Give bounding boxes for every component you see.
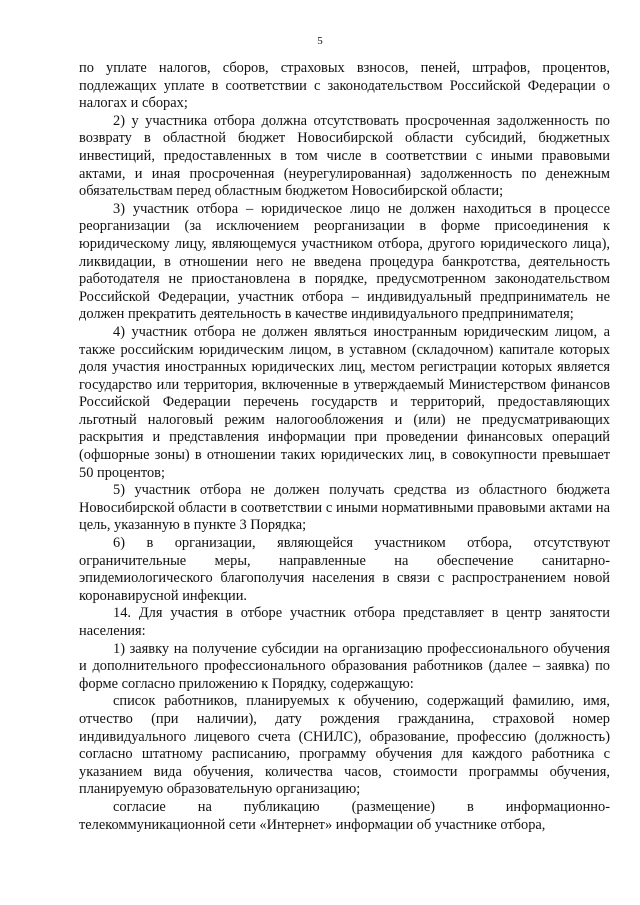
paragraph-item-2-budget-debt: 2) у участника отбора должна отсутствовать просроченная задолженность по возврату в областной бюджет Новосибирской области субсидий, бюджетных инвестиций, предоставленных в том числе в соответствии с иными правовыми актами, и иная просроченная (неурегулированная) задолженность по денежным обязательствам перед областным бюджетом Новосибирской области; [79,112,610,200]
document-body [79,60,610,834]
page-number: 5 [317,35,323,47]
paragraph-item-5-other-funds: 5) участник отбора не должен получать средства из областного бюджета Новосибирской области в соответствии с иными нормативными правовыми актами на цель, указанную в пункте 3 Порядка; [79,482,610,534]
paragraph-item-6-restrictions: 6) в организации, являющейся участником отбора, отсутствуют ограничительные меры, направленные на обеспечение санитарно-эпидемиологического благополучия населения в связи с распространением новой коронавирусной инфекции. [79,535,610,604]
paragraph-item-4-foreign-entity: 4) участник отбора не должен являться иностранным юридическим лицом, а также российским юридическим лицом, в уставном (складочном) капитале которых доля участия иностранных юридических лиц, местом регистрации которых является государство или территория, включенные в утверждаемый Министерством финансов Российской Федерации перечень государств и территорий, предоставляющих льготный налоговый режим налогообложения и (или) не предусматривающих раскрытия и представления информации при проведении финансовых операций (офшорные зоны) в отношении таких юридических лиц, в совокупности превышает 50 процентов; [79,323,610,481]
paragraph-item-3-reorganization: 3) участник отбора – юридическое лицо не должен находиться в процессе реорганизации (за исключением реорганизации в форме присоединения к юридическому лицу, являющемуся участником отбора, другого юридического лица), ликвидации, в отношении него не введена процедура банкротства, деятельность работодателя не приостановлена в порядке, предусмотренном законодательством Российской Федерации, участник отбора – индивидуальный предприниматель не должен прекратить деятельность в качестве индивидуального предпринимателя; [79,200,610,323]
paragraph-employee-list: список работников, планируемых к обучению, содержащий фамилию, имя, отчество (при наличии), дату рождения гражданина, страховой номер индивидуального лицевого счета (СНИЛС), образование, профессию (должность) согласно штатному расписанию, программу обучения для каждого работника с указанием вида обучения, количества часов, стоимости программы обучения, планируемую образовательную организацию; [79,693,610,798]
paragraph-section-14: 14. Для участия в отборе участник отбора представляет в центр занятости населения: [79,605,610,639]
paragraph-taxes-continuation: по уплате налогов, сборов, страховых взносов, пеней, штрафов, процентов, подлежащих уплате в соответствии с законодательством Российской Федерации о налогах и сборах; [79,60,610,112]
paragraph-publication-consent: согласие на публикацию (размещение) в информационно-телекоммуникационной сети «Интернет» информации об участнике отбора, [79,798,610,833]
paragraph-item-1-application: 1) заявку на получение субсидии на организацию профессионального обучения и дополнительного профессионального образования работников (далее – заявка) по форме согласно приложению к Порядку, содержащую: [79,640,610,692]
